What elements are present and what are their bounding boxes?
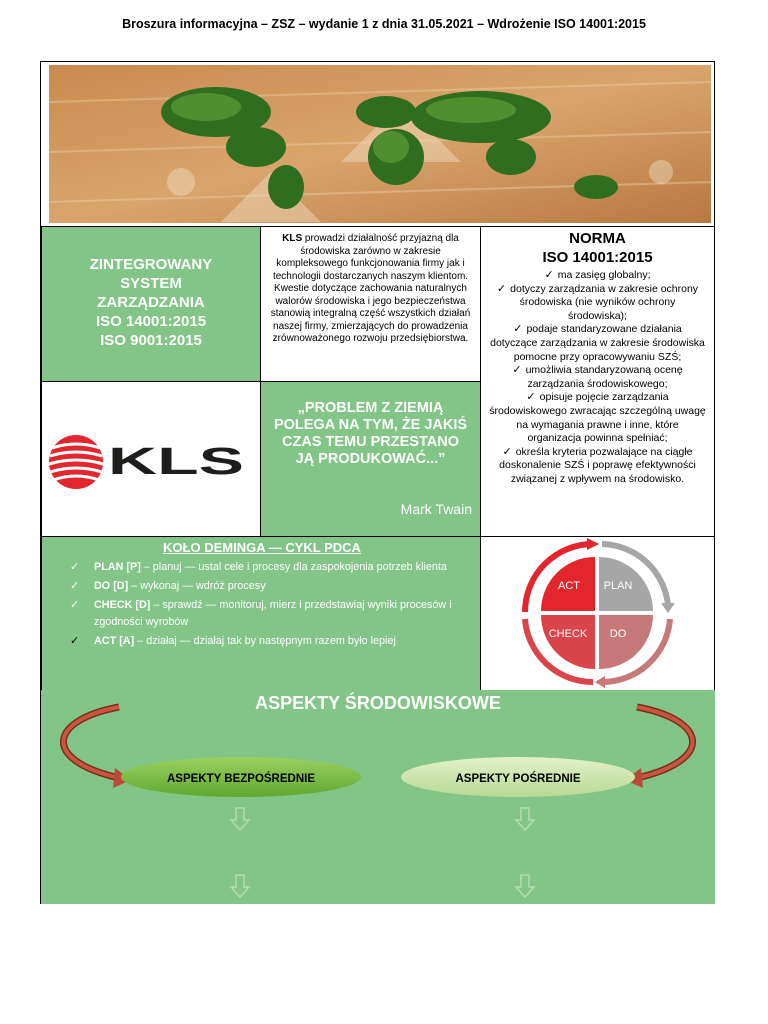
kls-description-text: prowadzi działalność przyjazną dla środowiska zarówno w zakresie kompleksowego funkcjonowania firmy jak i technologii dostarczanych naszym klientom. Kwestie dotyczące zachowania naturalnych walorów środowiska i jego bezpieczeństwa stanowią integralną część wszystkich działań naszej firmy, zmierzających do prowadzenia zrównoważonego rozwoju przedsiębiorstwa. [270,233,471,344]
pdca-key: CHECK [D] [94,599,151,611]
list-item [489,364,706,391]
cycle-act-label: ACT [558,580,580,592]
zsz-line: ISO 9001:2015 [100,332,202,349]
pdca-text: – działaj — działaj tak by następnym razem było lepiej [134,635,396,647]
cycle-check-label: CHECK [548,628,588,640]
pdca-key: ACT [A] [94,635,135,647]
aspects-title: ASPEKTY ŚRODOWISKOWE [255,693,501,713]
list-item [489,323,706,364]
pdca-key: PLAN [P] [94,561,141,573]
list-item [70,559,480,576]
kls-logo [42,382,260,536]
zsz-line: ZARZĄDZANIA [97,294,205,311]
deming-panel [41,536,481,691]
deming-list [70,559,480,652]
norma-item-text: opisuje pojęcie zarządzania środowiskowego zwracając szczególną uwagę na wymagania prawne i inne, które organizacja powinna spełniać; [489,391,706,445]
check-icon: ✓ [544,269,554,281]
world-map-illustration [41,62,714,227]
norma-list [489,269,706,487]
norma-item-text: określa kryteria pozwalające na ciągłe doskonalenie SZŚ i poprawę efektywności związanej z wpływem na środowisko. [499,445,696,485]
kls-logo-cell [41,381,261,537]
check-icon: ✓ [526,391,536,404]
norma-iso-panel [480,226,715,537]
check-icon: ✓ [70,635,80,647]
document-header: Broszura informacyjna – ZSZ – wydanie 1 z dnia 31.05.2021 – Wdrożenie ISO 14001:2015 [122,17,646,31]
zsz-line: SYSTEM [120,275,182,292]
norma-item-text: umożliwia standaryzowaną ocenę zarządzania środowiskowego; [525,364,683,390]
check-icon: ✓ [502,445,512,458]
cycle-quadrants [541,557,653,669]
integrated-system-title [41,226,261,382]
logo-text: KLS [108,441,244,483]
brochure-frame [40,61,715,904]
kls-brand: KLS [282,233,303,244]
deming-title: KOŁO DEMINGA — CYKL PDCA [163,540,361,555]
pdca-cycle-diagram [481,537,714,690]
curved-arrow-right-icon [625,707,693,788]
norma-item-text: ma zasięg globalny; [557,269,651,281]
curved-arrow-left-icon [63,707,131,788]
check-icon: ✓ [512,364,522,377]
quote-text: „PROBLEM Z ZIEMIĄ POLEGA NA TYM, ŻE JAKIŚ CZAS TEMU PRZESTANO JĄ PRODUKOWAĆ...” [273,400,468,467]
check-icon: ✓ [496,282,507,295]
list-item [489,269,706,283]
zsz-line: ISO 14001:2015 [95,313,207,330]
list-item [70,633,480,650]
environmental-aspects-panel [41,690,715,904]
pdca-key: DO [D] [94,580,129,592]
list-item [70,578,480,595]
list-item [489,446,706,487]
list-item [489,391,706,445]
banner-image [41,62,714,227]
pdca-cycle-cell [480,536,715,691]
pdca-text: – planuj — ustal cele i procesy dla zaspokojenia potrzeb klienta [140,561,447,573]
norma-subtitle: ISO 14001:2015 [542,249,653,266]
indirect-aspects-label: ASPEKTY POŚREDNIE [455,773,581,785]
direct-aspects-label: ASPEKTY BEZPOŚREDNIE [166,773,316,785]
norma-item-text: dotyczy zarządzania w zakresie ochrony środowiska (nie wyników ochrony środowiska); [510,282,699,322]
list-item [70,597,480,631]
quote-panel [260,381,481,537]
list-item [489,283,706,324]
globe-stripes-icon [49,435,103,489]
norma-title: NORMA [569,230,626,247]
cycle-do-label: DO [609,628,627,640]
check-icon: ✓ [70,599,80,611]
cycle-plan-label: PLAN [603,580,633,592]
quote-author: Mark Twain [400,501,472,517]
kls-description [260,226,481,382]
down-arrow-icons [231,808,534,897]
check-icon: ✓ [70,580,80,592]
zsz-line: ZINTEGROWANY [89,256,213,273]
norma-item-text: podaje standaryzowane działania dotyczące zarządzania w zakresie środowiska pomocne przy opracowywaniu SZŚ; [490,323,705,363]
pdca-text: – wykonaj — wdróż procesy [128,580,266,592]
pdca-text: – sprawdź — monitoruj, mierz i przedstawiaj wyniki procesów i zgodności wyrobów [94,599,452,628]
check-icon: ✓ [513,323,523,336]
aspects-diagram [41,690,715,904]
check-icon: ✓ [70,561,80,573]
